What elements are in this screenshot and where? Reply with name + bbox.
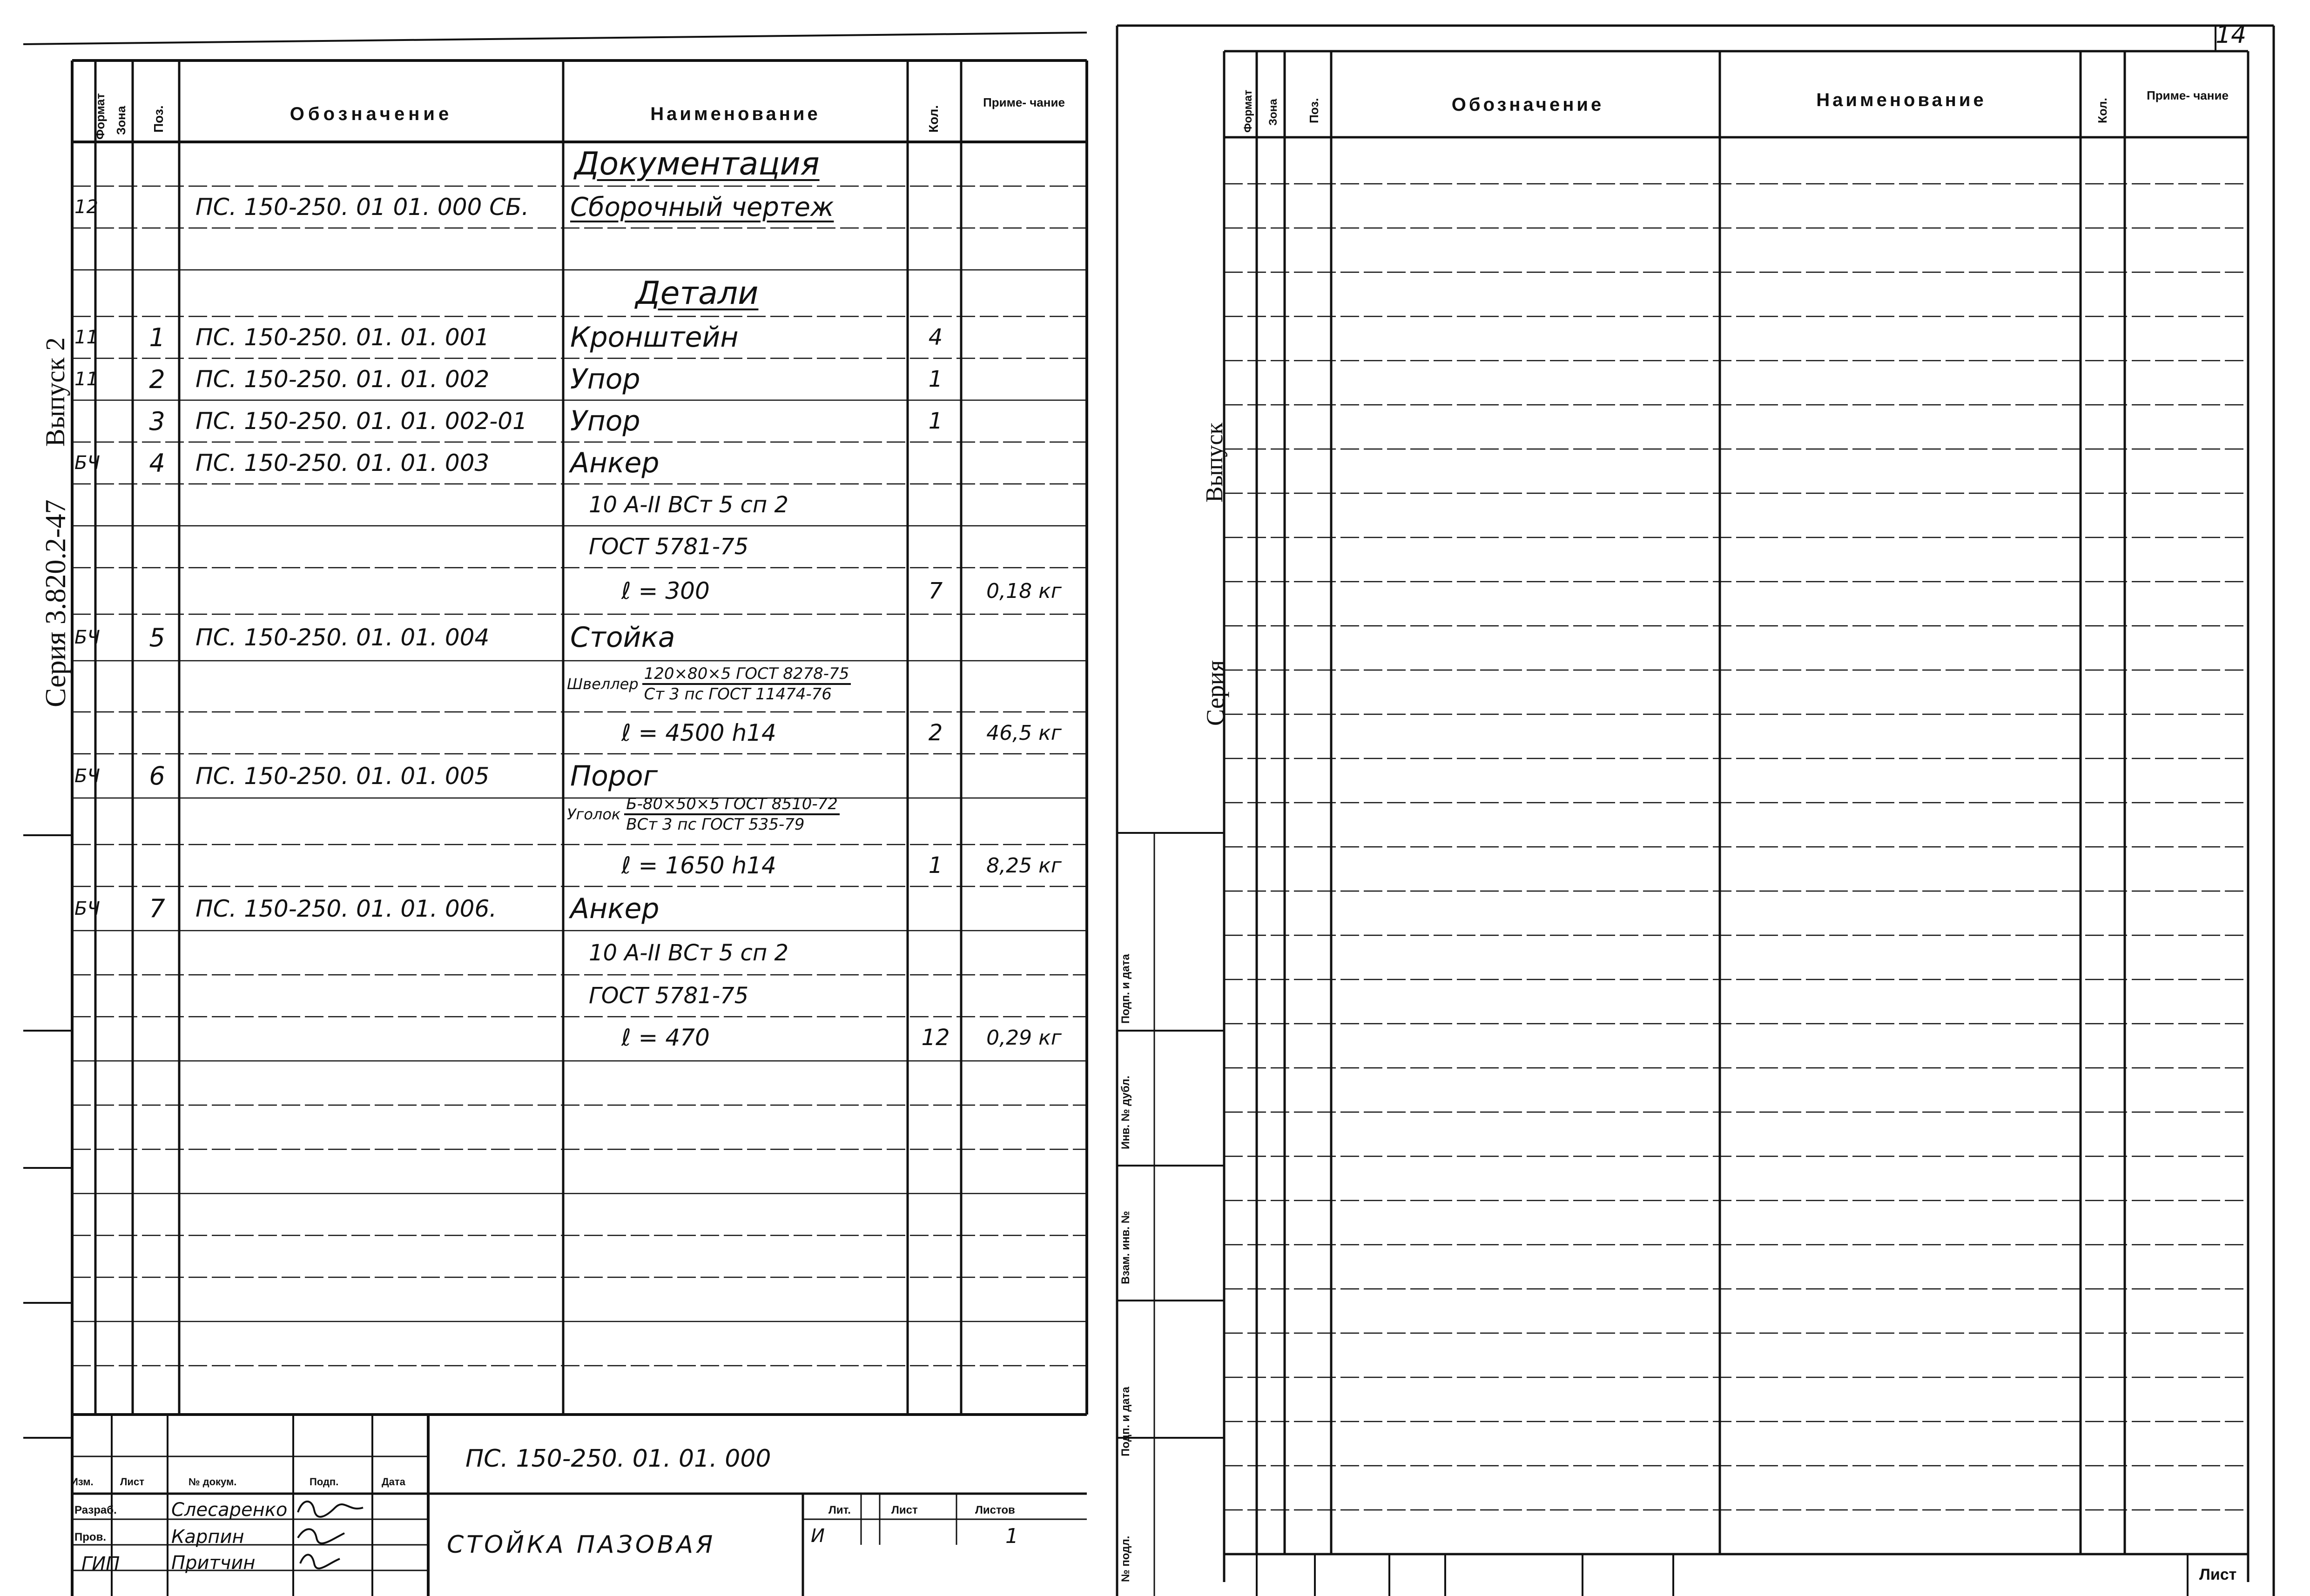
channel-steel: Ст 3 пс ГОСТ 11474-76 [644, 685, 832, 704]
row-12-format [74, 661, 95, 712]
row-7-format: БЧ [74, 452, 100, 474]
row-1-format: 12 [74, 196, 98, 218]
row-8-format [74, 484, 95, 526]
row-18-note [963, 931, 1084, 975]
row-2-format [74, 228, 95, 270]
row-13-designation [195, 712, 563, 754]
stamp-dup-inv: Инв. № дубл. [1119, 1075, 1132, 1149]
row-3-note [963, 270, 1084, 316]
row-4-qty: 4 [928, 324, 943, 350]
row-9-qty [910, 526, 961, 568]
row-3-qty [910, 270, 961, 316]
r-header-name: Наименование [1816, 89, 1987, 110]
stamp-orig-no: № подл. [1119, 1536, 1132, 1582]
row-13-pos [135, 712, 179, 754]
role-2: Пров. [74, 1531, 106, 1543]
r-series-label: Серия [1201, 660, 1229, 726]
col-izm: Изм. [71, 1476, 94, 1488]
row-19-designation [195, 975, 563, 1017]
row-8-pos [135, 484, 179, 526]
row-13-name: ℓ = 4500 h14 [621, 719, 776, 746]
col-list: Лист [120, 1476, 144, 1488]
row-17-designation: ПС. 150-250. 01. 01. 006. [195, 895, 497, 922]
channel-material [567, 664, 851, 704]
row-0-pos [135, 142, 179, 186]
row-4-format: 11 [74, 327, 98, 348]
col-sign: Подп. [310, 1476, 339, 1488]
title-doc-code: ПС. 150-250. 01. 01. 000 [465, 1445, 771, 1473]
row-2-designation [195, 228, 563, 270]
row-14-pos: 6 [149, 761, 165, 791]
row-9-designation [195, 526, 563, 568]
row-20-qty: 12 [921, 1025, 950, 1051]
channel-prefix: Швеллер [567, 675, 639, 693]
angle-spec: Б-80×50×5 ГОСТ 8510-72 [624, 795, 840, 815]
row-9-note [963, 526, 1084, 568]
row-0-format [74, 142, 95, 186]
row-6-qty: 1 [928, 408, 943, 434]
row-5-note [963, 358, 1084, 400]
row-1-name: Сборочный чертеж [570, 192, 834, 222]
row-6-format [74, 400, 95, 442]
row-7-qty [910, 442, 961, 484]
row-9-format [74, 526, 95, 568]
row-15-note [963, 798, 1084, 845]
row-15-format [74, 798, 95, 845]
title-name: СТОЙКА ПАЗОВАЯ [447, 1531, 716, 1559]
row-20-name: ℓ = 470 [621, 1024, 710, 1051]
angle-material [567, 795, 840, 834]
row-2-pos [135, 228, 179, 270]
row-10-pos [135, 568, 179, 614]
row-11-note [963, 614, 1084, 661]
row-6-designation: ПС. 150-250. 01. 01. 002-01 [195, 408, 527, 435]
row-8-qty [910, 484, 961, 526]
row-7-pos: 4 [149, 448, 165, 478]
row-8-name: 10 А-II ВСт 5 сп 2 [589, 492, 789, 518]
row-1-note [963, 186, 1084, 228]
person-2: Карпин [171, 1526, 244, 1548]
row-9-pos [135, 526, 179, 568]
sheet-label: Лист [891, 1504, 918, 1516]
row-10-name: ℓ = 300 [621, 577, 710, 604]
row-10-designation [195, 568, 563, 614]
lit-value: И [811, 1525, 825, 1547]
person-1: Слесаренко [171, 1499, 288, 1521]
sheets-value: 1 [1005, 1524, 1018, 1548]
row-15-pos [135, 798, 179, 845]
row-10-note: 0,18 кг [986, 579, 1062, 603]
row-18-pos [135, 931, 179, 975]
angle-steel: ВСт 3 пс ГОСТ 535-79 [626, 815, 805, 834]
row-17-name: Анкер [570, 892, 660, 925]
row-20-designation [195, 1017, 563, 1059]
stamp-sign-date-1: Подп. и дата [1119, 954, 1132, 1024]
row-16-pos [135, 845, 179, 886]
row-5-name: Упор [570, 363, 640, 396]
row-15-designation [195, 798, 563, 845]
row-17-format: БЧ [74, 898, 100, 919]
row-11-designation: ПС. 150-250. 01. 01. 004 [195, 624, 490, 651]
row-3-name: Детали [635, 275, 759, 312]
row-13-note: 46,5 кг [986, 721, 1062, 745]
row-0-name: Документация [574, 146, 820, 182]
row-11-qty [910, 614, 961, 661]
row-7-name: Анкер [570, 447, 660, 479]
row-16-format [74, 845, 95, 886]
row-3-designation [195, 270, 563, 316]
row-0-note [963, 142, 1084, 186]
sheets-label: Листов [975, 1504, 1015, 1516]
row-7-designation: ПС. 150-250. 01. 01. 003 [195, 449, 490, 476]
r-header-designation: Обозначение [1451, 94, 1604, 115]
row-9-name: ГОСТ 5781-75 [589, 534, 749, 560]
row-15-qty [910, 798, 961, 845]
row-14-designation: ПС. 150-250. 01. 01. 005 [195, 762, 490, 790]
row-11-pos: 5 [149, 623, 165, 652]
person-3: Притчин [171, 1552, 256, 1574]
header-zone: Зона [114, 106, 128, 135]
row-18-qty [910, 931, 961, 975]
row-18-designation [195, 931, 563, 975]
row-13-format [74, 712, 95, 754]
row-20-note: 0,29 кг [986, 1026, 1062, 1050]
row-1-qty [910, 186, 961, 228]
row-14-name: Порог [570, 759, 658, 792]
role-3: ГИП [81, 1553, 120, 1575]
row-20-pos [135, 1017, 179, 1059]
header-designation: Обозначение [290, 103, 453, 124]
header-name: Наименование [650, 103, 821, 124]
row-10-qty: 7 [928, 578, 943, 604]
row-18-format [74, 931, 95, 975]
col-doc-no: № докум. [189, 1476, 237, 1488]
row-5-qty: 1 [928, 366, 943, 392]
row-16-qty: 1 [928, 852, 943, 878]
r-header-pos: Поз. [1307, 98, 1321, 123]
row-0-qty [910, 142, 961, 186]
row-14-format: БЧ [74, 765, 100, 787]
row-5-pos: 2 [149, 364, 165, 394]
row-17-pos: 7 [149, 894, 165, 923]
col-date: Дата [382, 1476, 405, 1488]
row-3-format [74, 270, 95, 316]
row-8-designation [195, 484, 563, 526]
row-0-designation [195, 142, 563, 186]
row-13-qty: 2 [928, 720, 943, 746]
row-12-pos [135, 661, 179, 712]
signature-marks [293, 1494, 368, 1587]
row-19-note [963, 975, 1084, 1017]
row-6-name: Упор [570, 405, 640, 437]
channel-spec: 120×80×5 ГОСТ 8278-75 [642, 664, 851, 685]
page-number: 14 [2216, 21, 2247, 49]
frame-line [23, 33, 1087, 44]
row-19-format [74, 975, 95, 1017]
row-1-designation: ПС. 150-250. 01 01. 000 СБ. [195, 194, 529, 221]
stamp-repl-inv: Взам. инв. № [1119, 1211, 1132, 1284]
row-17-qty [910, 886, 961, 931]
stamp-sign-date-2: Подп. и дата [1119, 1387, 1132, 1456]
header-note: Приме- чание [983, 95, 1065, 109]
row-16-designation [195, 845, 563, 886]
r-sheet-label: Лист [2199, 1566, 2237, 1583]
row-6-note [963, 400, 1084, 442]
row-20-format [74, 1017, 95, 1059]
header-format: Формат [93, 93, 107, 140]
row-7-note [963, 442, 1084, 484]
row-18-name: 10 А-II ВСт 5 сп 2 [589, 939, 789, 966]
header-pos: Поз. [151, 105, 166, 133]
header-qty: Кол. [926, 105, 941, 133]
row-4-name: Кронштейн [570, 321, 739, 354]
series-label: Серия 3.820.2-47 [40, 499, 72, 707]
row-11-name: Стойка [570, 621, 675, 654]
issue-label: Выпуск 2 [40, 337, 70, 447]
row-14-note [963, 754, 1084, 798]
row-16-name: ℓ = 1650 h14 [621, 852, 776, 879]
r-issue-label: Выпуск [1201, 422, 1228, 503]
r-header-qty: Кол. [2095, 98, 2109, 123]
row-14-qty [910, 754, 961, 798]
lit-label: Лит. [828, 1504, 851, 1516]
row-4-pos: 1 [149, 322, 165, 352]
row-19-qty [910, 975, 961, 1017]
row-19-pos [135, 975, 179, 1017]
row-5-format: 11 [74, 369, 98, 390]
role-1: Разраб. [74, 1504, 117, 1516]
r-header-format: Формат [1242, 89, 1254, 133]
row-2-qty [910, 228, 961, 270]
row-6-pos: 3 [149, 406, 165, 436]
row-3-pos [135, 270, 179, 316]
angle-prefix: Уголок [567, 805, 621, 823]
row-2-name [570, 228, 908, 270]
row-11-format: БЧ [74, 627, 100, 648]
row-16-note: 8,25 кг [986, 853, 1062, 878]
row-19-name: ГОСТ 5781-75 [589, 983, 749, 1009]
r-header-zone: Зона [1267, 99, 1280, 126]
row-12-note [963, 661, 1084, 712]
row-12-qty [910, 661, 961, 712]
row-5-designation: ПС. 150-250. 01. 01. 002 [195, 366, 490, 393]
row-17-note [963, 886, 1084, 931]
r-header-note: Приме- чание [2147, 88, 2229, 102]
row-4-designation: ПС. 150-250. 01. 01. 001 [195, 324, 490, 351]
row-8-note [963, 484, 1084, 526]
row-12-designation [195, 661, 563, 712]
row-1-pos [135, 186, 179, 228]
row-2-note [963, 228, 1084, 270]
row-10-format [74, 568, 95, 614]
row-4-note [963, 316, 1084, 358]
